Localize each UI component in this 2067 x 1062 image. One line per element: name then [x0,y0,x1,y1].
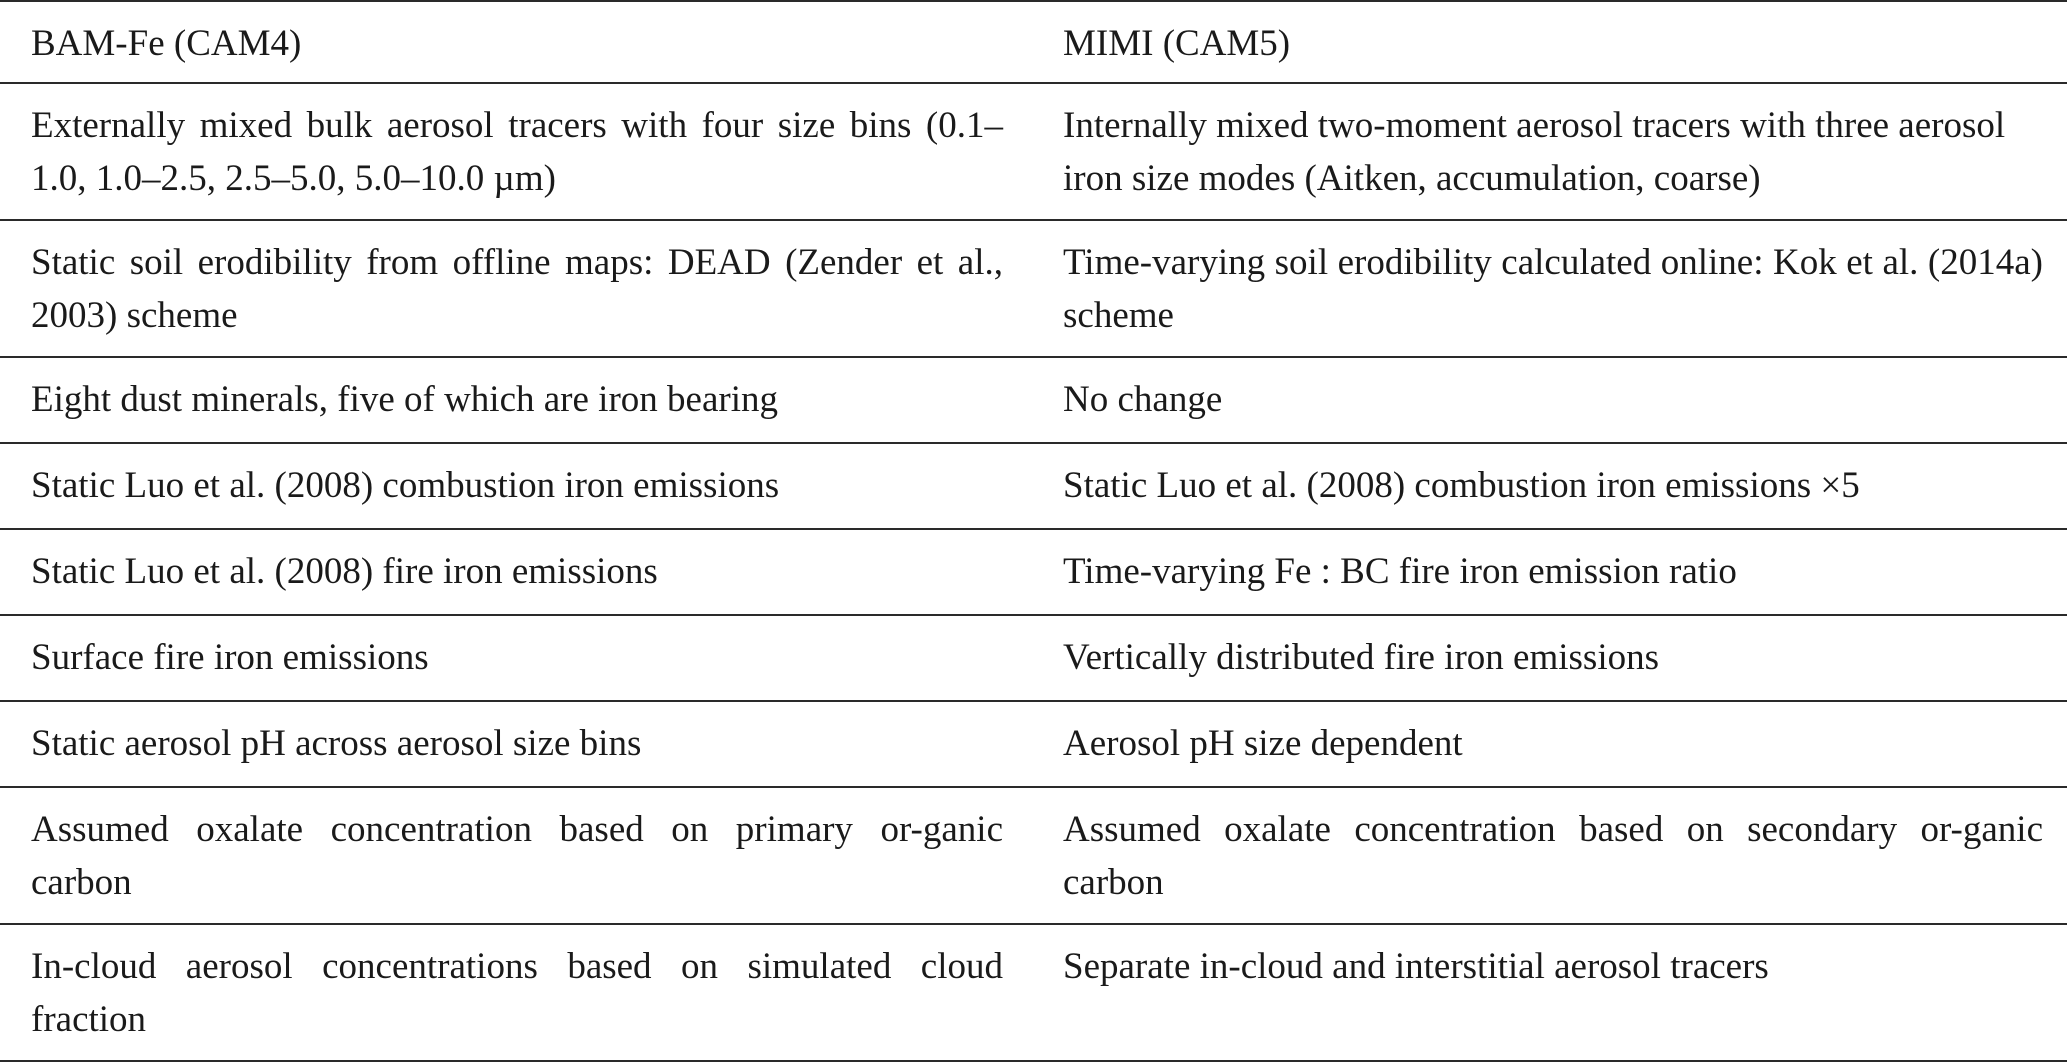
cell-text: Static Luo et al. (2008) combustion iron emissions [31,465,780,506]
cell-text: Vertically distributed fire iron emissions [1063,637,1659,678]
cell-text: Internally mixed two-moment aerosol tracers with three aerosol iron size modes (Aitken, accumulation, coarse) [1063,105,2006,199]
table-header-row [0,1,2067,83]
table-cell-mimi [1032,615,2067,701]
table-row [0,220,2067,357]
cell-text: Time-varying Fe : BC fire iron emission ratio [1063,551,1737,592]
table-cell-bam-fe [0,443,1032,529]
cell-text: No change [1063,379,1223,420]
cell-text: In-cloud aerosol concentrations based on simulated cloud fraction [31,946,1003,1040]
table-cell-bam-fe [0,357,1032,443]
table-cell-bam-fe [0,529,1032,615]
table-row [0,787,2067,924]
table-cell-mimi [1032,220,2067,357]
table-cell-mimi [1032,443,2067,529]
table-row [0,615,2067,701]
header-cell-bam-fe: BAM-Fe (CAM4) [31,23,302,64]
header-cell-mimi: MIMI (CAM5) [1063,23,1291,64]
cell-text: Separate in-cloud and interstitial aerosol tracers [1063,946,1769,987]
table-cell-bam-fe [0,701,1032,787]
table-cell-bam-fe [0,787,1032,924]
cell-text: Time-varying soil erodibility calculated online: Kok et al. (2014a) scheme [1063,242,2043,336]
table-cell-mimi [1032,701,2067,787]
table-cell-bam-fe [0,615,1032,701]
table-row [0,924,2067,1061]
cell-text: Eight dust minerals, five of which are iron bearing [31,379,778,420]
table-row [0,701,2067,787]
cell-text: Aerosol pH size dependent [1063,723,1463,764]
cell-text: Static Luo et al. (2008) combustion iron emissions ×5 [1063,465,1860,506]
table-cell-mimi [1032,529,2067,615]
table-cell-bam-fe [0,220,1032,357]
table-cell-mimi [1032,787,2067,924]
cell-text: Externally mixed bulk aerosol tracers with four size bins (0.1–1.0, 1.0–2.5, 2.5–5.0, 5.0–10.0 µm) [31,105,1003,199]
table-cell-mimi [1032,357,2067,443]
table-cell-bam-fe [0,83,1032,220]
cell-text: Static Luo et al. (2008) fire iron emissions [31,551,658,592]
table-row [0,443,2067,529]
table-cell-bam-fe [0,924,1032,1061]
table-row [0,357,2067,443]
cell-text: Assumed oxalate concentration based on secondary or-ganic carbon [1063,809,2043,903]
cell-text: Static soil erodibility from offline maps: DEAD (Zender et al., 2003) scheme [31,242,1003,336]
table-cell-mimi [1032,83,2067,220]
table-cell-mimi [1032,924,2067,1061]
table-row [0,83,2067,220]
cell-text: Surface fire iron emissions [31,637,429,678]
cell-text: Assumed oxalate concentration based on primary or-ganic carbon [31,809,1003,903]
table-row [0,529,2067,615]
cell-text: Static aerosol pH across aerosol size bins [31,723,642,764]
